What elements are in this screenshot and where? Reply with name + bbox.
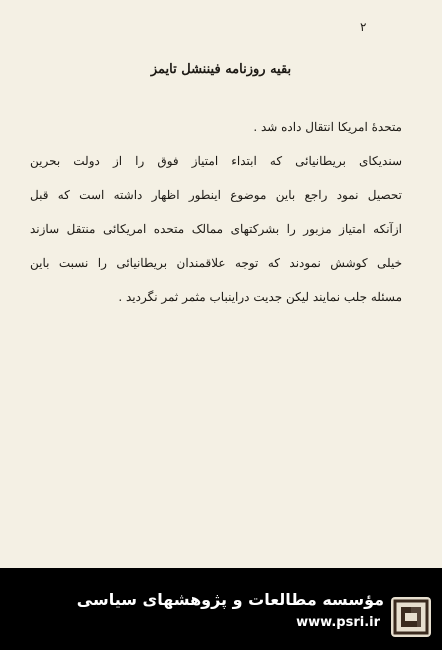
website-link[interactable]: www.psri.ir: [296, 615, 380, 630]
psri-logo-icon: [391, 597, 431, 637]
institute-name: مؤسسه مطالعات و پژوهشهای سیاسی: [76, 590, 384, 609]
page-number: ۲: [360, 20, 367, 34]
body-line-6: مسئله جلب نمایند لیکن جدیت دراینباب مثمر ثمر نگردید .: [118, 290, 402, 304]
footer-text: [77, 590, 384, 630]
body-line-4: ازآنکه امتیاز مزبور را بشرکتهای ممالک متحده امریکائی منتقل سازند: [30, 222, 402, 236]
logo-graphic: [391, 597, 431, 637]
body-line-3: تحصیل نمود راجع باین موضوع اینطور اظهار داشته است که قبل: [30, 188, 402, 202]
body-line-1: متحدهٔ امریکا انتقال داده شد .: [253, 120, 402, 134]
document-body: [30, 116, 402, 320]
body-line-5: خیلی کوشش نمودند که توجه علاقمندان بریطانیائی را نسبت باین: [30, 256, 402, 270]
page-heading: بقیه روزنامه فیننشل تایمز: [150, 62, 292, 77]
body-line-2: سندیکای بریطانیائی که ابتداء امتیاز فوق را از دولت بحرین: [30, 154, 402, 168]
